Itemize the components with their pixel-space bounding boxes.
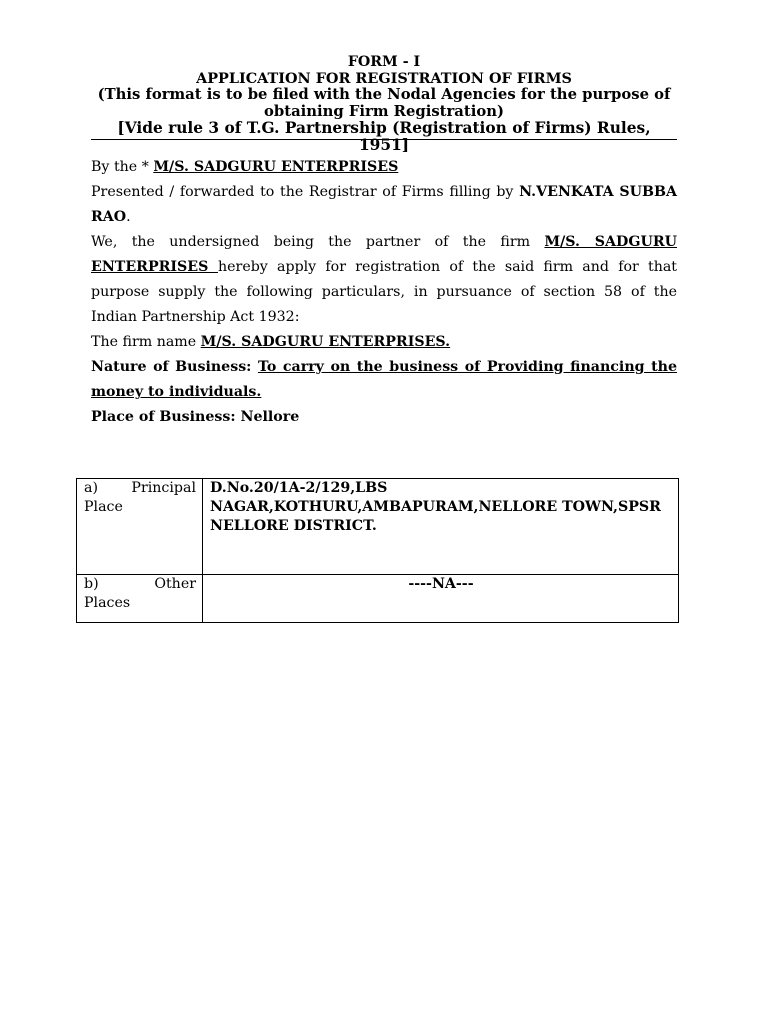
firm-name: M/S. SADGURU ENTERPRISES xyxy=(153,159,399,175)
form-number: FORM - I xyxy=(347,54,421,70)
row-label-word: Places xyxy=(84,595,131,611)
row-label-word: Place xyxy=(84,499,123,515)
principal-place-label xyxy=(77,479,203,575)
application-body xyxy=(91,155,677,430)
principal-place-address: D.No.20/1A-2/129,LBS NAGAR,KOTHURU,AMBAPURAM,NELLORE TOWN,SPSR NELLORE DISTRICT. xyxy=(203,479,679,575)
table-row xyxy=(77,479,679,575)
by-the-line xyxy=(91,155,677,180)
declaration-rest: hereby apply for registration of the said firm and for that purpose supply the following particulars, in pursuance of section 58 of the Indian Partnership Act 1932: xyxy=(91,259,677,325)
presenter-name-part1: N.VENKATA xyxy=(519,184,614,200)
header-divider xyxy=(91,139,677,140)
row-label-word: Principal xyxy=(131,480,196,496)
firm-name-inline-1: M/S. SADGURU xyxy=(544,234,677,250)
rule-reference: [Vide rule 3 of T.G. Partnership (Registration of Firms) Rules, 1951] xyxy=(117,119,651,154)
form-subtitle-line1: (This format is to be filed with the Nodal Agencies for the purpose of xyxy=(97,86,671,104)
form-title: APPLICATION FOR REGISTRATION OF FIRMS xyxy=(196,69,572,87)
presented-text: Presented / forwarded to the Registrar of Firms filling by xyxy=(91,184,520,200)
other-places-value: ----NA--- xyxy=(203,575,679,623)
place-of-business: Place of Business: Nellore xyxy=(91,409,300,425)
firm-name-inline-2: ENTERPRISES xyxy=(91,259,218,275)
firm-name-label: The firm name xyxy=(91,334,201,350)
declaration-prefix: We, the undersigned being the partner of the firm xyxy=(91,234,545,250)
table-row xyxy=(77,575,679,623)
row-letter: a) xyxy=(84,480,98,496)
nature-of-business xyxy=(91,355,677,405)
form-subtitle-line2: obtaining Firm Registration) xyxy=(264,102,504,120)
nature-value: To carry on the business of Providing financing the money to individuals. xyxy=(91,359,677,400)
other-places-label xyxy=(77,575,203,623)
firm-name-value: M/S. SADGURU ENTERPRISES. xyxy=(200,334,451,350)
presented-paragraph xyxy=(91,180,677,230)
row-letter: b) xyxy=(84,576,99,592)
declaration-paragraph xyxy=(91,230,677,330)
presenter-name-part2: SUBBA RAO xyxy=(91,184,677,225)
nature-label: Nature of Business: xyxy=(91,359,258,375)
places-table xyxy=(76,478,679,623)
firm-name-line xyxy=(91,330,677,355)
by-the-prefix: By the * xyxy=(91,159,154,175)
presenter-period: . xyxy=(126,209,131,225)
row-label-word: Other xyxy=(154,576,196,592)
